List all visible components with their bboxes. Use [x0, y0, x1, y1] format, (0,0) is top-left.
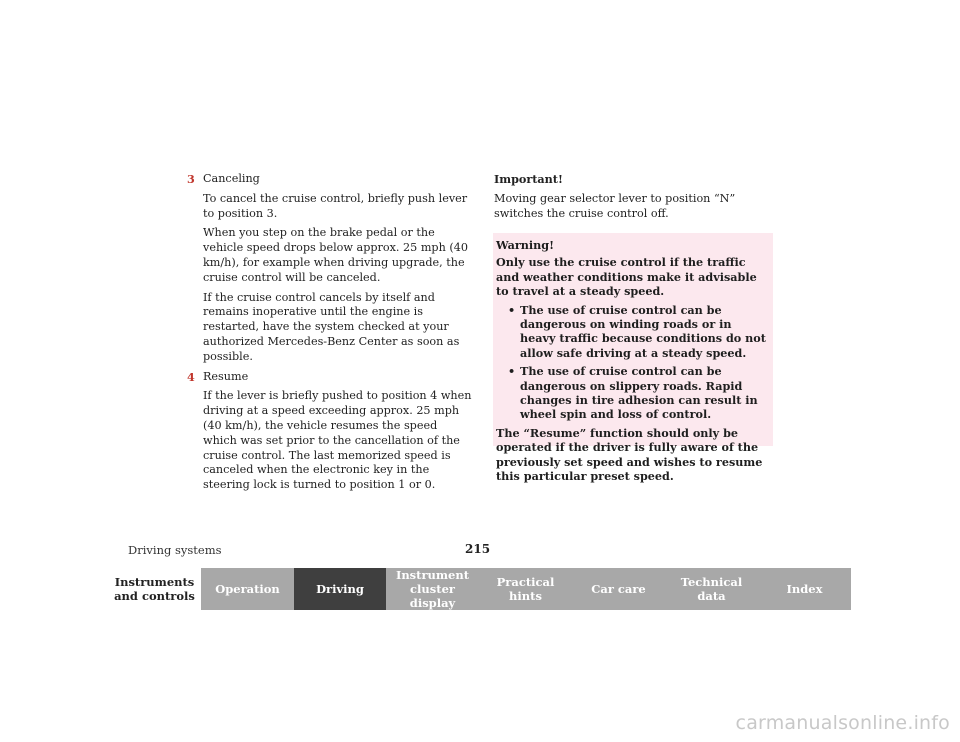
- tab-technical-data[interactable]: Technical data: [665, 568, 758, 610]
- bullet-text: The use of cruise control can be dangerous on slippery roads. Rapid changes in tire adhesion can result in wheel spin and loss of control.: [520, 364, 758, 422]
- warning-box: [493, 233, 773, 484]
- bullet-text: The use of cruise control can be dangerous on winding roads or in heavy traffic because conditions do not allow safe driving at a steady speed.: [520, 302, 766, 360]
- left-column: [187, 172, 472, 498]
- paragraph: To cancel the cruise control, briefly push lever to position 3.: [203, 191, 468, 220]
- paragraph: When you step on the brake pedal or the vehicle speed drops below approx. 25 mph (40 km/h), for example when driving upgrade, the cruise control will be canceled.: [203, 226, 468, 284]
- tab-driving[interactable]: Driving: [294, 568, 386, 610]
- list-item-canceling: [187, 172, 472, 365]
- paragraph: If the lever is briefly pushed to position 4 when driving at a speed exceeding approx. 25 mph (40 km/h), the vehicle resumes the speed which was set prior to the cancellation of the cruise control. The last memorized speed is canceled when the electronic key in the steering lock is turned to position 1 or 0.: [203, 389, 472, 492]
- tab-practical-hints[interactable]: Practical hints: [479, 568, 572, 610]
- chapter-nav: [108, 568, 851, 610]
- item-number: 3: [187, 172, 195, 186]
- tab-car-care[interactable]: Car care: [572, 568, 665, 610]
- item-number: 4: [187, 369, 195, 384]
- warning-bullet: [496, 303, 770, 361]
- tab-index[interactable]: Index: [758, 568, 851, 610]
- right-column: [494, 172, 774, 231]
- warning-bullet: [496, 364, 770, 422]
- watermark: carmanualsonline.info: [735, 712, 950, 734]
- item-title: Resume: [203, 369, 249, 383]
- warning-title: Warning!: [496, 238, 554, 252]
- important-heading: Important!: [494, 172, 563, 186]
- list-item-resume: [187, 370, 472, 493]
- item-title: Canceling: [203, 172, 260, 185]
- tab-instruments-and-controls[interactable]: Instruments and controls: [108, 568, 201, 610]
- warning-intro: Only use the cruise control if the traffic and weather conditions make it advisable to travel at a steady speed.: [496, 255, 757, 299]
- important-text: Moving gear selector lever to position “N” switches the cruise control off.: [494, 191, 736, 220]
- section-title: Driving systems: [128, 543, 222, 557]
- tab-instrument-cluster-display[interactable]: Instrument cluster display: [386, 568, 479, 610]
- tab-operation[interactable]: Operation: [201, 568, 294, 610]
- bullet-icon: •: [508, 364, 516, 379]
- warning-outro: The “Resume” function should only be operated if the driver is fully aware of the previously set speed and wishes to resume this particular preset speed.: [496, 425, 763, 484]
- page-number: 215: [465, 542, 491, 556]
- bullet-icon: •: [508, 302, 516, 317]
- paragraph: If the cruise control cancels by itself and remains inoperative until the engine is restarted, have the system checked at your authorized Mercedes-Benz Center as soon as possible.: [203, 290, 460, 363]
